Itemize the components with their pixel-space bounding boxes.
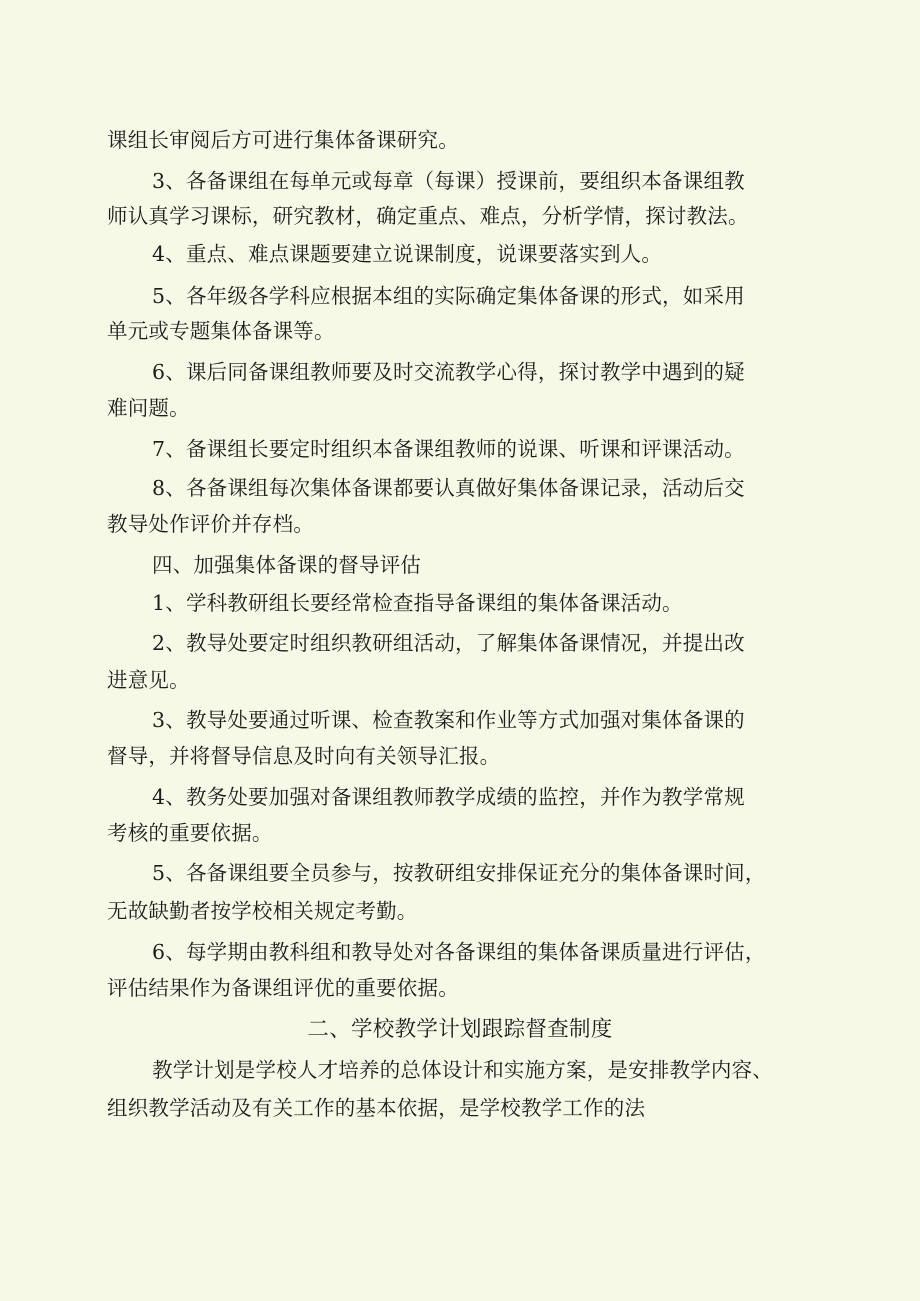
- paragraph-line: 2、教导处要定时组织教研组活动，了解集体备课情况，并提出改: [152, 631, 745, 655]
- paragraph-line: 督导，并将督导信息及时向有关领导汇报。: [107, 744, 501, 768]
- paragraph-line: 6、课后同备课组教师要及时交流教学心得，探讨教学中遇到的疑: [152, 360, 745, 384]
- paragraph-line: 3、各备课组在每单元或每章（每课）授课前，要组织本备课组教: [152, 169, 745, 193]
- paragraph-line: 组织教学活动及有关工作的基本依据，是学校教学工作的法: [107, 1096, 646, 1120]
- paragraph-line: 课组长审阅后方可进行集体备课研究。: [107, 128, 459, 152]
- paragraph-line: 8、各备课组每次集体备课都要认真做好集体备课记录，活动后交: [152, 476, 745, 500]
- paragraph-line: 4、教务处要加强对备课组教师教学成绩的监控，并作为教学常规: [152, 785, 745, 809]
- paragraph-line: 单元或专题集体备课等。: [107, 319, 335, 343]
- paragraph-line: 难问题。: [107, 396, 190, 420]
- paragraph-line: 3、教导处要通过听课、检查教案和作业等方式加强对集体备课的: [152, 708, 745, 732]
- paragraph-line: 考核的重要依据。: [107, 821, 273, 845]
- section-subheading: 四、加强集体备课的督导评估: [152, 553, 422, 577]
- paragraph-line: 7、备课组长要定时组织本备课组教师的说课、听课和评课活动。: [152, 437, 745, 461]
- paragraph-line: 进意见。: [107, 668, 190, 692]
- paragraph-line: 4、重点、难点课题要建立说课制度，说课要落实到人。: [152, 242, 663, 266]
- paragraph-line: 1、学科教研组长要经常检查指导备课组的集体备课活动。: [152, 591, 683, 615]
- section-heading: 二、学校教学计划跟踪督查制度: [307, 1017, 613, 1042]
- paragraph-line: 教学计划是学校人才培养的总体设计和实施方案，是安排教学内容、: [152, 1058, 773, 1082]
- paragraph-line: 6、每学期由教科组和教导处对各备课组的集体备课质量进行评估，: [152, 940, 766, 964]
- paragraph-line: 5、各年级各学科应根据本组的实际确定集体备课的形式，如采用: [152, 284, 745, 308]
- paragraph-line: 无故缺勤者按学校相关规定考勤。: [107, 899, 418, 923]
- paragraph-line: 教导处作评价并存档。: [107, 512, 314, 536]
- paragraph-line: 评估结果作为备课组评优的重要依据。: [107, 976, 459, 1000]
- paragraph-line: 师认真学习课标，研究教材，确定重点、难点，分析学情，探讨教法。: [107, 204, 749, 228]
- paragraph-line: 5、各备课组要全员参与，按教研组安排保证充分的集体备课时间，: [152, 861, 766, 885]
